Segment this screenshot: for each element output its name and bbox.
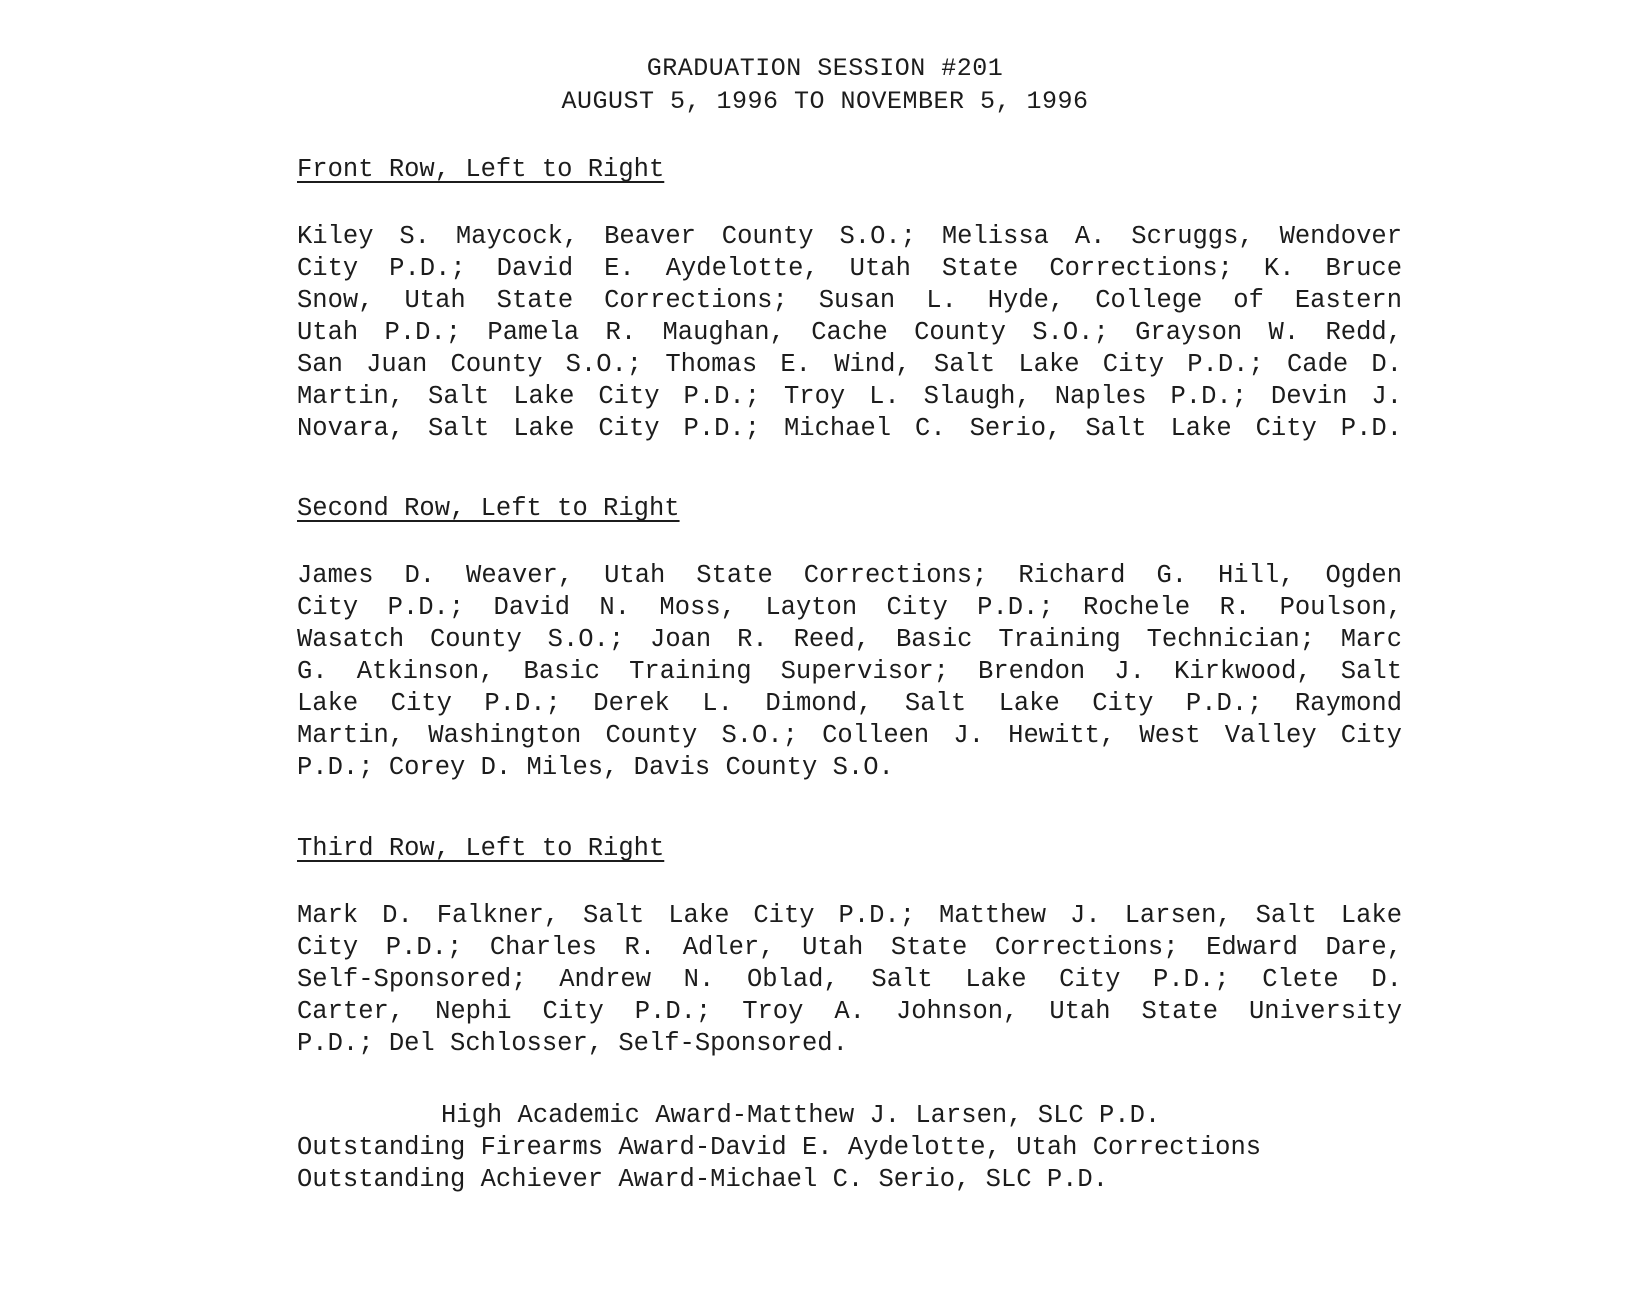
award-high-academic: High Academic Award-Matthew J. Larsen, SLC P.D.	[441, 1101, 1161, 1130]
third-row-line: Mark D. Falkner, Salt Lake City P.D.; Matthew J. Larsen, Salt Lake	[297, 901, 1402, 930]
second-row-line: Martin, Washington County S.O.; Colleen J. Hewitt, West Valley City	[297, 721, 1402, 750]
third-row-line: Carter, Nephi City P.D.; Troy A. Johnson, Utah State University	[297, 997, 1402, 1026]
document-title: GRADUATION SESSION #201	[646, 54, 1004, 83]
second-row-heading: Second Row, Left to Right	[297, 494, 680, 523]
session-dates: AUGUST 5, 1996 TO NOVEMBER 5, 1996	[561, 87, 1089, 116]
second-row-line: P.D.; Corey D. Miles, Davis County S.O.	[297, 753, 894, 782]
front-row-line: City P.D.; David E. Aydelotte, Utah State Corrections; K. Bruce	[297, 254, 1402, 283]
award-outstanding-achiever: Outstanding Achiever Award-Michael C. Serio, SLC P.D.	[297, 1165, 1109, 1194]
front-row-line: Snow, Utah State Corrections; Susan L. Hyde, College of Eastern	[297, 286, 1402, 315]
third-row-heading: Third Row, Left to Right	[297, 834, 665, 863]
front-row-line: Martin, Salt Lake City P.D.; Troy L. Slaugh, Naples P.D.; Devin J.	[297, 382, 1402, 411]
front-row-line: Kiley S. Maycock, Beaver County S.O.; Melissa A. Scruggs, Wendover	[297, 222, 1402, 251]
second-row-line: Wasatch County S.O.; Joan R. Reed, Basic Training Technician; Marc	[297, 625, 1402, 654]
third-row-line: City P.D.; Charles R. Adler, Utah State Corrections; Edward Dare,	[297, 933, 1402, 962]
second-row-line: G. Atkinson, Basic Training Supervisor; Brendon J. Kirkwood, Salt	[297, 657, 1402, 686]
second-row-line: James D. Weaver, Utah State Corrections; Richard G. Hill, Ogden	[297, 561, 1402, 590]
front-row-line: Utah P.D.; Pamela R. Maughan, Cache County S.O.; Grayson W. Redd,	[297, 318, 1402, 347]
second-row-line: City P.D.; David N. Moss, Layton City P.D.; Rochele R. Poulson,	[297, 593, 1402, 622]
front-row-heading: Front Row, Left to Right	[297, 155, 665, 184]
third-row-line: Self-Sponsored; Andrew N. Oblad, Salt Lake City P.D.; Clete D.	[297, 965, 1402, 994]
front-row-line: Novara, Salt Lake City P.D.; Michael C. Serio, Salt Lake City P.D.	[297, 414, 1402, 443]
third-row-line: P.D.; Del Schlosser, Self-Sponsored.	[297, 1029, 848, 1058]
second-row-line: Lake City P.D.; Derek L. Dimond, Salt Lake City P.D.; Raymond	[297, 689, 1402, 718]
award-outstanding-firearms: Outstanding Firearms Award-David E. Aydelotte, Utah Corrections	[297, 1133, 1262, 1162]
front-row-line: San Juan County S.O.; Thomas E. Wind, Salt Lake City P.D.; Cade D.	[297, 350, 1402, 379]
